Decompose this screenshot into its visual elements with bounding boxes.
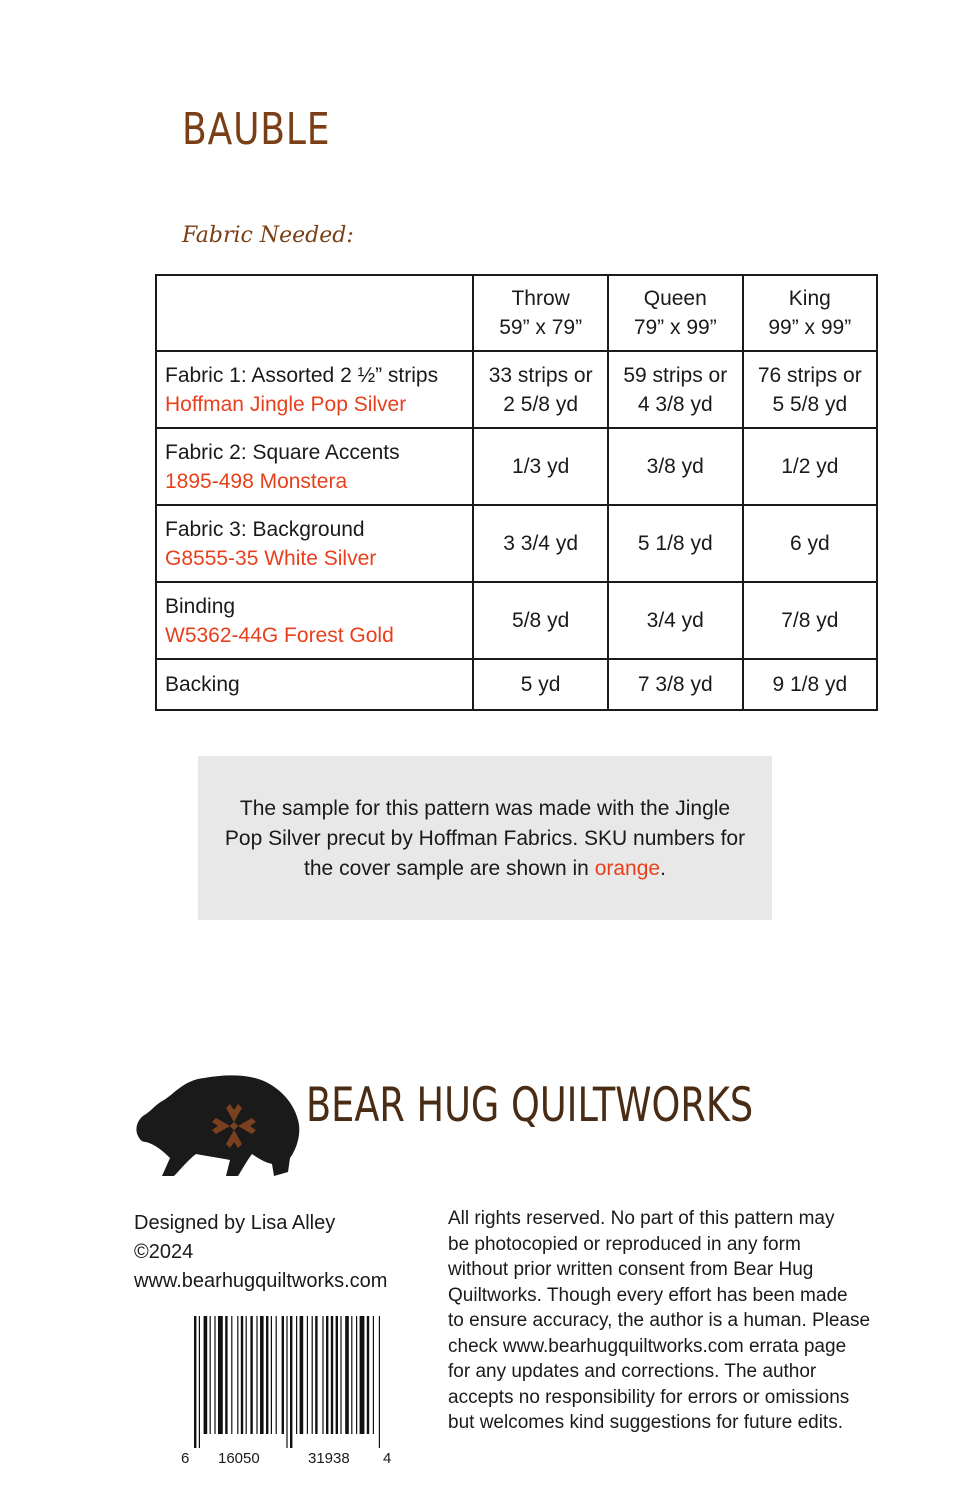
table-row (156, 582, 877, 659)
barcode-bar (312, 1316, 313, 1434)
row-label: Fabric 2: Square Accents (165, 440, 400, 464)
barcode-bar (246, 1316, 247, 1434)
header-size-dimensions: 99” x 99” (768, 316, 852, 339)
row-label-cell (156, 351, 473, 428)
value-cell (743, 351, 877, 428)
barcode-bar (282, 1316, 284, 1434)
barcode-bar (322, 1316, 323, 1434)
value-line: 5 5/8 yd (772, 392, 848, 416)
rights-line: Quiltworks. Though every effort has been made (448, 1284, 848, 1306)
rights-line: for any updates and corrections. The author (448, 1361, 817, 1382)
value-cell: 1/2 yd (743, 428, 877, 505)
barcode-bar (237, 1316, 238, 1434)
header-size-name: King (788, 287, 831, 310)
value-cell: 3/4 yd (608, 582, 743, 659)
rights-line: accepts no responsibility for errors or omissions (448, 1386, 850, 1408)
designer-name: Designed by Lisa Alley (134, 1212, 336, 1234)
bear-icon (134, 1070, 302, 1180)
table-header-row (156, 275, 877, 351)
barcode-bar (340, 1316, 341, 1434)
barcode-bar (315, 1316, 317, 1434)
rights-line: to ensure accuracy, the author is a human. Please (448, 1310, 871, 1331)
rights-line: without prior written consent from Bear Hug (448, 1259, 814, 1280)
barcode-bar (307, 1316, 308, 1434)
barcode-bar (336, 1316, 338, 1434)
barcode-bar (373, 1316, 374, 1434)
barcode-bar (241, 1316, 243, 1434)
barcode-bar (326, 1316, 328, 1434)
rights-line: be photocopied or reproduced in any form (448, 1233, 801, 1255)
row-sku: G8555-35 White Silver (165, 546, 377, 570)
row-label: Binding (165, 594, 236, 618)
fabric-needed-heading: Fabric Needed: (182, 223, 354, 248)
barcode-bar (231, 1316, 232, 1434)
barcode-bar (266, 1316, 268, 1434)
value-line: 33 strips or (488, 363, 593, 387)
row-label: Backing (165, 673, 240, 696)
barcode-bar (199, 1316, 200, 1448)
rights-line: but welcomes kind suggestions for future edits. (448, 1412, 843, 1433)
barcode-bar (351, 1316, 352, 1434)
header-size-dimensions: 79” x 99” (633, 316, 717, 339)
value-cell: 6 yd (743, 505, 877, 582)
note-text: the cover sample are shown in (304, 857, 595, 880)
table-row (156, 351, 877, 428)
barcode-digit-group: 16050 (218, 1450, 260, 1467)
header-throw (473, 275, 608, 351)
barcode-digit-group: 4 (383, 1450, 392, 1467)
value-cell: 7/8 yd (743, 582, 877, 659)
barcode-bar (250, 1316, 252, 1434)
barcode-bar (286, 1316, 287, 1448)
note-line: Pop Silver precut by Hoffman Fabrics. SKU numbers for (224, 827, 746, 850)
barcode-bar (225, 1316, 227, 1434)
barcode-bar (345, 1316, 349, 1434)
row-label-cell (156, 505, 473, 582)
barcode-bar (256, 1316, 257, 1434)
barcode-bar (331, 1316, 333, 1434)
barcode-bar (210, 1316, 211, 1434)
value-line: 59 strips or (623, 363, 728, 387)
value-cell: 1/3 yd (473, 428, 608, 505)
rights-notice (448, 1206, 918, 1436)
note-line (218, 854, 752, 884)
value-line: 2 5/8 yd (503, 392, 579, 416)
header-queen (608, 275, 743, 351)
pattern-title: BAUBLE (182, 104, 331, 155)
table-row (156, 505, 877, 582)
value-cell: 9 1/8 yd (743, 659, 877, 710)
row-sku: 1895-498 Monstera (165, 469, 348, 493)
note-text: . (660, 857, 666, 880)
website: www.bearhugquiltworks.com (134, 1270, 388, 1292)
rights-line: All rights reserved. No part of this pattern may (448, 1208, 835, 1229)
value-cell (473, 351, 608, 428)
row-sku: Hoffman Jingle Pop Silver (165, 392, 407, 416)
header-size-dimensions: 59” x 79” (499, 316, 583, 339)
sample-note (198, 756, 772, 920)
barcode-bar (218, 1316, 223, 1434)
barcode-bar (290, 1316, 292, 1448)
table-row (156, 659, 877, 710)
designer-info (134, 1209, 387, 1296)
row-label-cell (156, 659, 473, 710)
note-line: The sample for this pattern was made with the Jingle (239, 797, 731, 820)
table-row (156, 428, 877, 505)
barcode-bar (214, 1316, 215, 1434)
value-cell: 3 3/4 yd (473, 505, 608, 582)
rights-line: check www.bearhugquiltworks.com errata page (448, 1335, 847, 1357)
fabric-table (155, 274, 878, 711)
row-label-cell (156, 428, 473, 505)
barcode-bar (300, 1316, 304, 1434)
barcode-bar (260, 1316, 264, 1434)
value-cell: 5/8 yd (473, 582, 608, 659)
value-cell: 3/8 yd (608, 428, 743, 505)
barcode-bar (276, 1316, 277, 1434)
row-sku: W5362-44G Forest Gold (165, 623, 394, 647)
barcode (180, 1316, 392, 1448)
value-line: 4 3/8 yd (637, 392, 713, 416)
barcode-bar (296, 1316, 297, 1434)
row-label: Fabric 1: Assorted 2 ½” strips (165, 363, 439, 387)
barcode-bar (204, 1316, 208, 1434)
value-cell: 5 yd (473, 659, 608, 710)
barcode-bar (271, 1316, 272, 1434)
header-empty-cell (156, 275, 473, 351)
barcode-digit-group: 6 (181, 1450, 190, 1467)
copyright: ©2024 (134, 1241, 194, 1263)
barcode-bar (379, 1316, 380, 1448)
header-king (743, 275, 877, 351)
header-size-name: Throw (511, 287, 570, 310)
barcode-bar (356, 1316, 357, 1434)
row-label: Fabric 3: Background (165, 517, 365, 541)
value-cell: 5 1/8 yd (608, 505, 743, 582)
barcode-bar (367, 1316, 369, 1434)
logo-text: BEAR HUG QUILTWORKS (306, 1078, 754, 1133)
row-label-cell (156, 582, 473, 659)
header-size-name: Queen (643, 287, 707, 310)
barcode-bar (194, 1316, 196, 1448)
value-cell: 7 3/8 yd (608, 659, 743, 710)
barcode-bar (360, 1316, 365, 1434)
barcode-digit-group: 31938 (308, 1450, 350, 1467)
value-line: 76 strips or (757, 363, 862, 387)
value-cell (608, 351, 743, 428)
note-orange-word: orange (594, 857, 661, 880)
